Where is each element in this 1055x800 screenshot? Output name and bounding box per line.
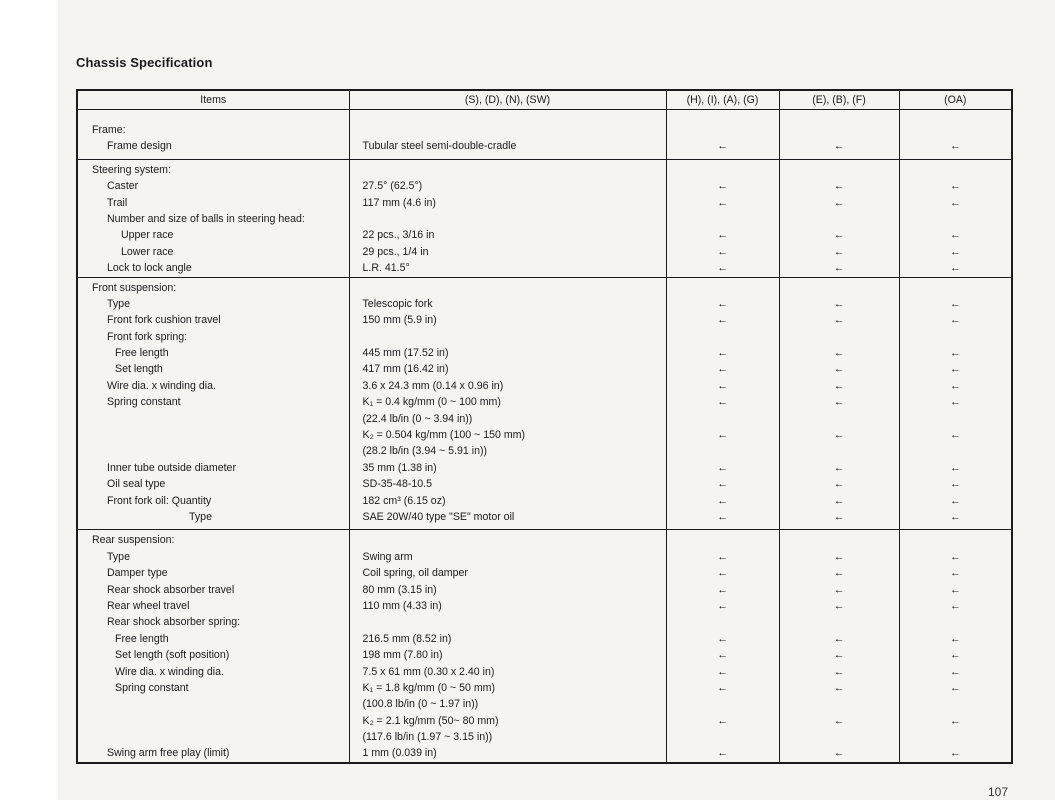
item-label: Front fork cushion travel (107, 314, 221, 327)
same-as-arrow (900, 162, 1012, 178)
region-oa-cell (899, 110, 1012, 160)
item-label: Rear suspension: (92, 534, 175, 547)
same-as-arrow (667, 162, 779, 178)
spec-value: SD-35-48-10.5 (362, 478, 432, 491)
same-as-arrow: ← (717, 379, 728, 392)
same-as-arrow (667, 532, 779, 548)
same-as-arrow: ← (949, 747, 961, 760)
spec-section (77, 110, 1012, 160)
spec-value: K₂ = 2.1 kg/mm (50~ 80 mm) (362, 714, 499, 727)
same-as-arrow: ← (717, 262, 728, 275)
spec-value: 7.5 x 61 mm (0.30 x 2.40 in) (362, 665, 495, 678)
spec-value: Swing arm (362, 550, 413, 563)
same-as-arrow (900, 614, 1012, 630)
item-label (78, 696, 349, 712)
same-as-arrow (667, 411, 779, 427)
same-as-arrow: ← (949, 599, 961, 612)
item-label: Spring constant (115, 681, 189, 694)
spec-value (350, 532, 666, 548)
same-as-arrow: ← (833, 262, 845, 275)
same-as-arrow: ← (949, 229, 961, 242)
region-ebf-cell (779, 530, 899, 763)
same-as-arrow: ← (949, 494, 961, 507)
same-as-arrow: ← (833, 229, 845, 242)
same-as-arrow (900, 411, 1012, 427)
same-as-arrow: ← (949, 550, 961, 563)
item-label: Lock to lock angle (107, 262, 192, 275)
same-as-arrow: ← (833, 347, 845, 360)
item-label: Set length (115, 363, 163, 376)
same-as-arrow: ← (717, 478, 728, 491)
same-as-arrow (900, 329, 1012, 345)
same-as-arrow: ← (833, 196, 845, 209)
spec-value: 1 mm (0.039 in) (362, 747, 437, 760)
same-as-arrow (780, 614, 899, 630)
same-as-arrow (780, 411, 899, 427)
spec-value: (28.2 lb/in (3.94 ~ 5.91 in)) (362, 445, 488, 458)
same-as-arrow: ← (833, 649, 845, 662)
same-as-arrow: ← (717, 550, 728, 563)
same-as-arrow: ← (717, 649, 728, 662)
same-as-arrow: ← (833, 297, 845, 310)
item-label: Damper type (107, 567, 168, 580)
same-as-arrow (667, 614, 779, 630)
same-as-arrow: ← (949, 347, 961, 360)
same-as-arrow: ← (717, 632, 728, 645)
spec-value (350, 211, 666, 227)
item-label: Rear wheel travel (107, 599, 190, 612)
item-label: Free length (115, 632, 169, 645)
item-label: Front suspension: (92, 281, 177, 294)
same-as-arrow: ← (717, 297, 728, 310)
item-label (78, 427, 349, 443)
same-as-arrow: ← (949, 196, 961, 209)
same-as-arrow (667, 443, 779, 459)
item-label (78, 443, 349, 459)
spec-value: (100.8 lb/in (0 ~ 1.97 in)) (362, 698, 479, 711)
same-as-arrow (900, 280, 1012, 296)
item-label: Swing arm free play (limit) (107, 747, 230, 760)
same-as-arrow: ← (717, 363, 728, 376)
spec-value: 117 mm (4.6 in) (362, 196, 436, 209)
spec-value: K₂ = 0.504 kg/mm (100 ~ 150 mm) (362, 429, 526, 442)
spec-value: 150 mm (5.9 in) (362, 314, 437, 327)
spec-value: 216.5 mm (8.52 in) (362, 632, 452, 645)
spec-value: 35 mm (1.38 in) (362, 461, 437, 474)
spec-value (350, 280, 666, 296)
same-as-arrow: ← (833, 510, 845, 523)
spec-value: 445 mm (17.52 in) (362, 347, 449, 360)
same-as-arrow: ← (717, 229, 728, 242)
same-as-arrow: ← (717, 494, 728, 507)
same-as-arrow (667, 729, 779, 745)
same-as-arrow: ← (717, 140, 728, 153)
same-as-arrow: ← (949, 245, 961, 258)
same-as-arrow: ← (833, 314, 845, 327)
same-as-arrow: ← (717, 510, 728, 523)
item-label: Free length (115, 347, 169, 360)
same-as-arrow: ← (833, 599, 845, 612)
spec-value: K₁ = 0.4 kg/mm (0 ~ 100 mm) (362, 396, 501, 409)
header-row (77, 90, 1012, 110)
same-as-arrow: ← (833, 494, 845, 507)
item-label: Rear shock absorber spring: (107, 616, 241, 629)
same-as-arrow: ← (833, 363, 845, 376)
spec-value: 22 pcs., 3/16 in (362, 229, 435, 242)
item-label: Frame design (107, 140, 172, 153)
same-as-arrow: ← (717, 747, 728, 760)
region-ebf-cell (779, 159, 899, 277)
same-as-arrow: ← (717, 245, 728, 258)
item-label: Number and size of balls in steering head: (107, 212, 305, 225)
same-as-arrow: ← (949, 583, 961, 596)
same-as-arrow: ← (949, 632, 961, 645)
spec-cell (349, 277, 666, 530)
same-as-arrow: ← (717, 396, 728, 409)
same-as-arrow: ← (717, 347, 728, 360)
same-as-arrow: ← (949, 567, 961, 580)
page-title: Chassis Specification (76, 55, 213, 70)
same-as-arrow: ← (949, 714, 961, 727)
items-cell (77, 530, 349, 763)
same-as-arrow (900, 729, 1012, 745)
spec-value: Telescopic fork (362, 297, 433, 310)
spec-cell (349, 159, 666, 277)
spec-value: Coil spring, oil damper (362, 567, 468, 580)
item-label: Type (189, 510, 212, 523)
item-label: Rear shock absorber travel (107, 583, 235, 596)
same-as-arrow: ← (833, 461, 845, 474)
same-as-arrow: ← (949, 510, 961, 523)
item-label: Front fork spring: (107, 330, 188, 343)
item-label: Front fork oil: Quantity (107, 494, 212, 507)
spec-value (350, 614, 666, 630)
spec-section (77, 277, 1012, 530)
page-number: 107 (988, 785, 1009, 799)
same-as-arrow: ← (717, 714, 728, 727)
region-hiag-cell (666, 530, 779, 763)
same-as-arrow: ← (717, 599, 728, 612)
same-as-arrow: ← (949, 665, 961, 678)
same-as-arrow: ← (717, 461, 728, 474)
same-as-arrow: ← (833, 665, 845, 678)
item-label: Frame: (92, 124, 126, 136)
same-as-arrow (900, 532, 1012, 548)
same-as-arrow: ← (833, 681, 845, 694)
same-as-arrow: ← (949, 379, 961, 392)
item-label: Type (107, 297, 130, 310)
same-as-arrow: ← (949, 396, 961, 409)
spec-section (77, 530, 1012, 763)
same-as-arrow (780, 211, 899, 227)
spec-value: (117.6 lb/in (1.97 ~ 3.15 in)) (362, 731, 493, 744)
same-as-arrow (900, 696, 1012, 712)
same-as-arrow: ← (949, 180, 961, 193)
item-label (78, 411, 349, 427)
spec-value: 29 pcs., 1/4 in (362, 245, 429, 258)
region-oa-cell (899, 277, 1012, 530)
same-as-arrow (667, 280, 779, 296)
same-as-arrow: ← (833, 583, 845, 596)
same-as-arrow (780, 329, 899, 345)
item-label: Trail (107, 196, 128, 209)
spec-value: K₁ = 1.8 kg/mm (0 ~ 50 mm) (362, 681, 496, 694)
spec-section (77, 159, 1012, 277)
same-as-arrow: ← (949, 297, 961, 310)
same-as-arrow: ← (949, 140, 961, 153)
region-hiag-cell (666, 110, 779, 160)
item-label: Wire dia. x winding dia. (107, 379, 216, 392)
same-as-arrow: ← (833, 567, 845, 580)
spec-value (350, 162, 666, 178)
item-label: Steering system: (92, 163, 171, 176)
same-as-arrow (667, 122, 779, 138)
scan-margin (0, 0, 58, 800)
region-ebf-cell (779, 110, 899, 160)
same-as-arrow: ← (717, 314, 728, 327)
spec-value: (22.4 lb/in (0 ~ 3.94 in)) (362, 412, 473, 425)
item-label: Type (107, 550, 130, 563)
spec-value: 198 mm (7.80 in) (362, 649, 443, 662)
column-header-oa: (OA) (899, 90, 1012, 110)
spec-value: 182 cm³ (6.15 oz) (362, 494, 446, 507)
spec-value: 27.5° (62.5°) (362, 180, 423, 193)
spec-cell (349, 110, 666, 160)
same-as-arrow: ← (949, 461, 961, 474)
same-as-arrow (900, 122, 1012, 138)
items-cell (77, 159, 349, 277)
region-oa-cell (899, 530, 1012, 763)
same-as-arrow: ← (833, 379, 845, 392)
same-as-arrow: ← (833, 140, 845, 153)
same-as-arrow: ← (833, 180, 845, 193)
same-as-arrow: ← (949, 478, 961, 491)
item-label: Set length (soft position) (115, 649, 230, 662)
item-label: Caster (107, 180, 139, 193)
same-as-arrow (780, 532, 899, 548)
spec-value: SAE 20W/40 type "SE" motor oil (362, 510, 515, 523)
column-header-h-i-a-g: (H), (I), (A), (G) (666, 90, 779, 110)
same-as-arrow (780, 280, 899, 296)
item-label (78, 729, 349, 745)
same-as-arrow: ← (717, 681, 728, 694)
column-header-items: Items (77, 90, 349, 110)
item-label: Wire dia. x winding dia. (115, 665, 224, 678)
same-as-arrow: ← (949, 429, 961, 442)
same-as-arrow: ← (833, 245, 845, 258)
same-as-arrow: ← (717, 196, 728, 209)
item-label: Lower race (121, 245, 174, 258)
column-header-e-b-f: (E), (B), (F) (779, 90, 899, 110)
spec-value: 110 mm (4.33 in) (362, 599, 442, 612)
same-as-arrow: ← (833, 747, 845, 760)
item-label: Spring constant (107, 396, 181, 409)
same-as-arrow: ← (833, 396, 845, 409)
same-as-arrow (667, 696, 779, 712)
same-as-arrow: ← (949, 681, 961, 694)
same-as-arrow (667, 329, 779, 345)
same-as-arrow (900, 211, 1012, 227)
spec-value (350, 329, 666, 345)
same-as-arrow: ← (833, 478, 845, 491)
region-hiag-cell (666, 159, 779, 277)
spec-value: Tubular steel semi-double-cradle (362, 140, 517, 153)
items-cell (77, 277, 349, 530)
region-hiag-cell (666, 277, 779, 530)
same-as-arrow: ← (833, 550, 845, 563)
same-as-arrow (780, 696, 899, 712)
spec-value: L.R. 41.5° (362, 262, 410, 275)
item-label: Inner tube outside diameter (107, 461, 236, 474)
same-as-arrow (780, 729, 899, 745)
region-ebf-cell (779, 277, 899, 530)
same-as-arrow: ← (833, 632, 845, 645)
same-as-arrow: ← (949, 314, 961, 327)
same-as-arrow: ← (717, 429, 728, 442)
item-label: Oil seal type (107, 478, 166, 491)
same-as-arrow: ← (833, 429, 845, 442)
region-oa-cell (899, 159, 1012, 277)
chassis-spec-table (76, 89, 1013, 764)
items-cell (77, 110, 349, 160)
same-as-arrow: ← (717, 567, 728, 580)
same-as-arrow (900, 443, 1012, 459)
same-as-arrow (780, 443, 899, 459)
same-as-arrow: ← (717, 180, 728, 193)
same-as-arrow: ← (949, 363, 961, 376)
spec-value (350, 122, 666, 138)
spec-cell (349, 530, 666, 763)
item-label (78, 713, 349, 729)
same-as-arrow: ← (949, 649, 961, 662)
same-as-arrow: ← (717, 583, 728, 596)
same-as-arrow (780, 162, 899, 178)
spec-value: 417 mm (16.42 in) (362, 363, 449, 376)
same-as-arrow: ← (949, 262, 961, 275)
same-as-arrow (780, 122, 899, 138)
spec-value: 3.6 x 24.3 mm (0.14 x 0.96 in) (362, 379, 504, 392)
same-as-arrow: ← (833, 714, 845, 727)
same-as-arrow (667, 211, 779, 227)
spec-value: 80 mm (3.15 in) (362, 583, 437, 596)
same-as-arrow: ← (717, 665, 728, 678)
column-header-s-d-n-sw: (S), (D), (N), (SW) (349, 90, 666, 110)
item-label: Upper race (121, 229, 174, 242)
